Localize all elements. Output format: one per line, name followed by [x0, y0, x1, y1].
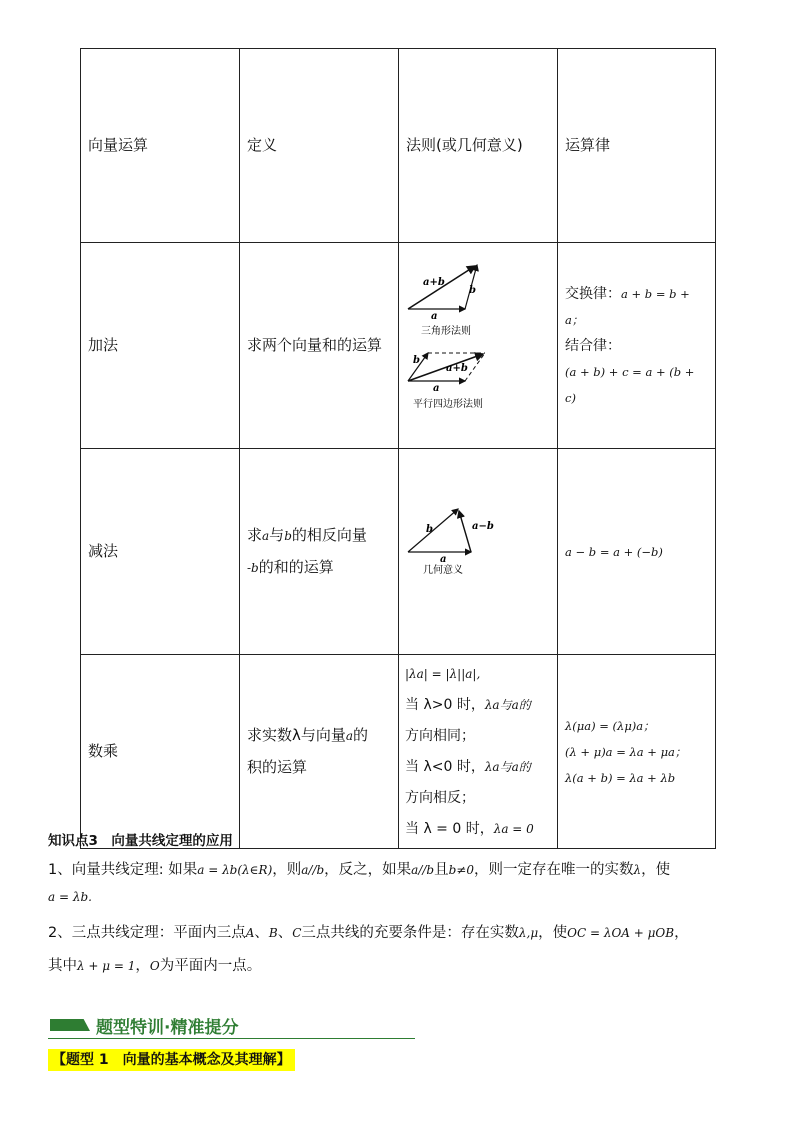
section-title: 题型特训·精准提分	[96, 1018, 239, 1038]
sub-label-b: b	[426, 524, 433, 535]
scalar-rule-pos-pre: 当 λ>0 时，	[405, 696, 485, 713]
p1-math3: a//b	[411, 863, 435, 877]
p1-text5: ，则一定存在唯一的实数	[473, 862, 634, 878]
p2-text2: 三点共线的充要条件是：存在实数	[301, 925, 519, 941]
scalar-rule-zero-pre: 当 λ = 0 时，	[405, 820, 494, 837]
para-label-a-plus-b: a+b	[446, 363, 468, 374]
sub-def-vec-b: b	[284, 528, 292, 543]
p2-line2-text3: 为平面内一点。	[159, 958, 262, 974]
p2-line2-text1: 其中	[48, 958, 77, 974]
sub-def-pre: 求	[247, 525, 263, 544]
scalar-definition	[240, 655, 399, 849]
scalar-name: 数乘	[81, 655, 240, 849]
table-header-row	[81, 49, 716, 243]
collinear-theorem-line1	[48, 858, 670, 879]
p1-text2: ，则	[272, 862, 302, 878]
subtraction-definition	[240, 449, 399, 655]
sub-def-post: 的相反向量	[291, 525, 367, 544]
addition-rule-cell	[399, 243, 558, 449]
subtraction-law	[558, 449, 716, 655]
p1-math2: a//b	[301, 863, 325, 877]
subtraction-diagram	[399, 449, 556, 643]
sub-label-a: a	[440, 554, 447, 565]
three-point-theorem-line1	[48, 921, 689, 942]
p2-point-a: A	[245, 926, 255, 940]
scalar-laws	[558, 655, 716, 849]
p2-sep1: 、	[254, 925, 269, 941]
sub-label-a-minus-b: a−b	[472, 521, 494, 532]
p1-math1: a = λb(λ∈R)	[197, 863, 273, 877]
p2-sep2: 、	[277, 925, 293, 941]
collinear-theorem-line2	[48, 889, 92, 905]
section-header	[48, 1014, 415, 1039]
knowledge-point-heading: 知识点3 向量共线定理的应用	[48, 833, 233, 849]
sub-def-vec-a: a	[262, 528, 270, 543]
section-bar-icon	[50, 1019, 90, 1031]
scalar-law-2: (λ + μ)a = λa + μa；	[565, 744, 687, 759]
table-row-scalar	[81, 655, 716, 849]
scalar-law-1: λ(μa) = (λμ)a；	[565, 718, 655, 733]
commutative-label: 交换律：	[565, 285, 621, 302]
p2-math1: λ,μ	[518, 926, 539, 940]
scalar-def-line2: 积的运算	[247, 758, 308, 776]
p2-line2-math2: O	[149, 959, 160, 973]
para-label-b: b	[413, 355, 420, 366]
addition-laws	[558, 243, 716, 449]
scalar-def-vec: a	[345, 729, 354, 743]
p1-text1: 1、向量共线定理: 如果	[48, 862, 198, 878]
addition-name: 加法	[81, 243, 240, 449]
scalar-rule-cell	[399, 655, 558, 849]
label-b: b	[469, 285, 476, 296]
scalar-rule-neg-post: 方向相反；	[405, 789, 475, 806]
para-label-a: a	[433, 383, 440, 394]
subtraction-caption: 几何意义	[423, 565, 463, 576]
subtraction-rule-cell	[399, 449, 558, 655]
three-point-theorem-line2	[48, 954, 261, 975]
scalar-rule-zero-expr: λa = 0	[493, 821, 534, 836]
scalar-law-3: λ(a + b) = λa + λb	[565, 770, 676, 785]
p1-math4: b≠0	[448, 863, 474, 877]
sub-def-vec-neg-b: -b	[247, 560, 259, 575]
parallelogram-caption: 平行四边形法则	[413, 399, 483, 410]
associative-expr: (a + b) + c = a + (b + c)	[565, 364, 695, 405]
vector-operations-table	[80, 48, 716, 849]
associative-label: 结合律：	[565, 337, 621, 354]
scalar-rule-neg-expr: λa与a的	[484, 759, 531, 774]
p2-text4: ，	[674, 925, 689, 941]
commutative-law	[565, 281, 708, 333]
table-row-subtraction	[81, 449, 716, 655]
triangle-caption: 三角形法则	[421, 326, 471, 337]
header-definition: 定义	[240, 49, 399, 243]
p2-math2: OC = λOA + μOB	[567, 926, 675, 940]
question-type-tag: 【题型 1 向量的基本概念及其理解】	[48, 1049, 295, 1071]
p1-text3: ，反之，如果	[324, 862, 412, 878]
addition-diagram	[399, 243, 556, 437]
p1-text6: ，使	[641, 862, 671, 878]
subtraction-name: 减法	[81, 449, 240, 655]
p2-line2-text2: ，	[135, 958, 150, 974]
triangle-rule-figure	[408, 265, 477, 337]
label-a-plus-b: a+b	[423, 277, 445, 288]
sub-def-mid: 与	[269, 525, 285, 544]
scalar-def-line1-post: 的	[353, 726, 369, 744]
scalar-def-line1: 求实数λ与向量	[247, 726, 346, 744]
subtraction-law-expr: a − b = a + (−b)	[565, 544, 663, 559]
sub-def-line2: 的和的运算	[258, 557, 334, 576]
scalar-rule-pos-expr: λa与a的	[484, 697, 531, 712]
p1-text4: 且	[434, 862, 449, 878]
p2-point-c: C	[292, 926, 302, 940]
parallelogram-rule-figure	[408, 353, 485, 410]
p2-line2-math1: λ + μ = 1	[77, 959, 136, 973]
header-laws: 运算律	[558, 49, 716, 243]
scalar-rule-neg-pre: 当 λ<0 时，	[405, 758, 485, 775]
table-row-addition	[81, 243, 716, 449]
commutative-expr: a + b = b + a；	[565, 286, 690, 327]
addition-definition: 求两个向量和的运算	[240, 243, 399, 449]
scalar-rule-pos-post: 方向相同；	[405, 727, 475, 744]
scalar-rule-abs: |λa| = |λ||a|,	[405, 666, 481, 681]
header-rule: 法则(或几何意义)	[399, 49, 558, 243]
p2-text1: 2、三点共线定理：平面内三点	[48, 925, 246, 941]
header-operation: 向量运算	[81, 49, 240, 243]
label-a: a	[431, 311, 438, 322]
p1-math5: λ	[633, 863, 642, 877]
p2-point-b: B	[268, 926, 278, 940]
p1-line2-math: a = λb.	[48, 890, 92, 904]
p2-text3: ，使	[538, 925, 568, 941]
